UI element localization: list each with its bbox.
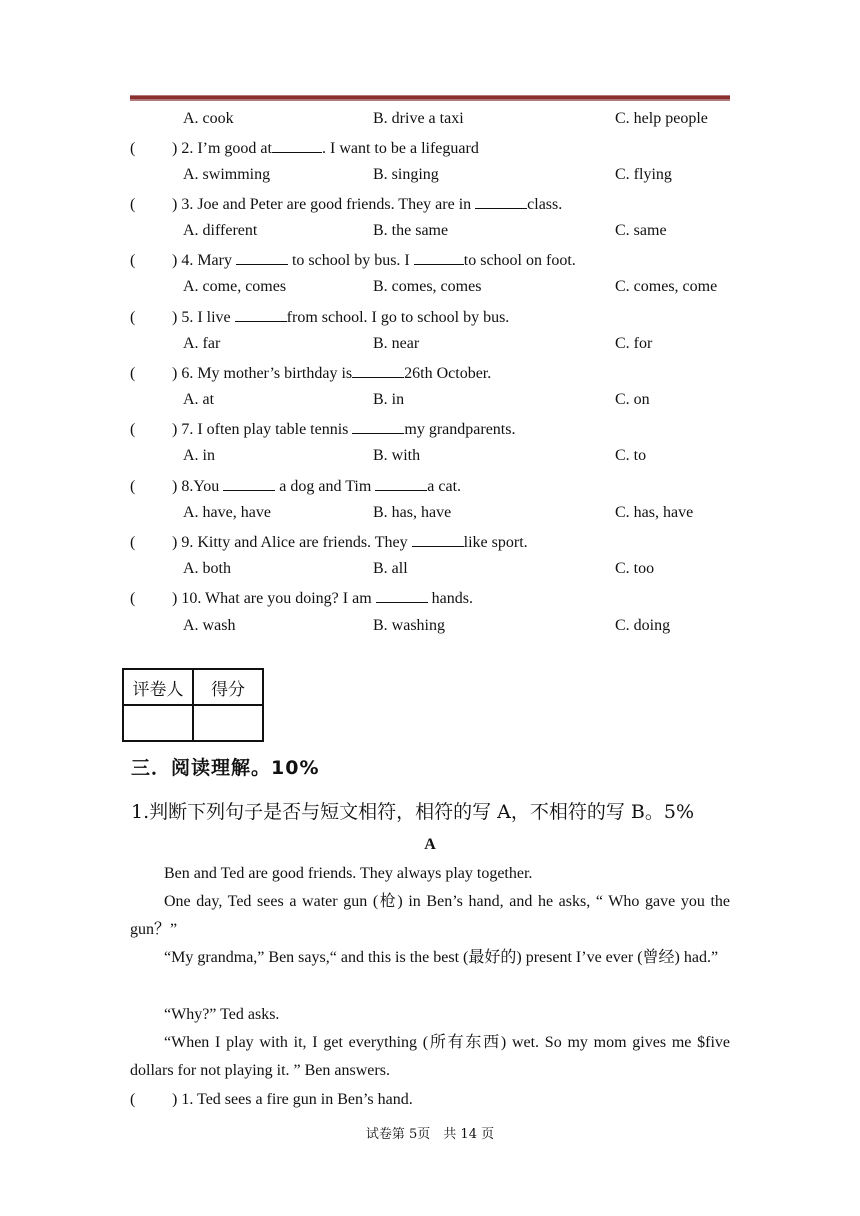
q6-option-a: A. at — [183, 391, 215, 408]
q5-option-c: C. for — [615, 335, 653, 352]
q7-option-c: C. to — [615, 447, 647, 464]
q2-option-c: C. flying — [615, 166, 672, 183]
answer-paren: ( — [130, 309, 136, 326]
section-title: 三．阅读理解。10% — [131, 757, 320, 779]
blank — [235, 306, 287, 322]
q6-option-b: B. in — [373, 391, 405, 408]
page-footer: 试卷第 5页 共 14 页 — [365, 1127, 495, 1142]
q9-option-a: A. both — [183, 560, 231, 577]
passage-paragraph: “When I play with it, I get everything (所有东西) wet. So my mom gives me $five dollars for not playing it. ” Ben answers. — [130, 1034, 730, 1079]
question-5: ( ) 5. I live from school. I go to school by bus. — [130, 306, 509, 328]
answer-paren: ( — [130, 478, 136, 495]
reviewer-header: 评卷人 — [123, 669, 193, 705]
question-6: ( ) 6. My mother’s birthday is 26th October. — [130, 362, 491, 384]
header-rule — [130, 95, 730, 101]
reviewer-cell — [123, 705, 193, 741]
q10-option-c: C. doing — [615, 617, 671, 634]
passage-heading: A — [424, 836, 436, 853]
answer-paren: ( — [130, 365, 136, 382]
q3-option-b: B. the same — [373, 222, 449, 239]
blank — [272, 137, 322, 153]
blank — [352, 418, 404, 434]
q8-option-a: A. have, have — [183, 504, 271, 521]
q8-option-b: B. has, have — [373, 504, 452, 521]
blank — [414, 249, 464, 265]
q3-option-a: A. different — [183, 222, 258, 239]
grader-table — [122, 668, 264, 742]
q1-option-b: B. drive a taxi — [373, 110, 464, 127]
q5-option-b: B. near — [373, 335, 420, 352]
passage-paragraph: Ben and Ted are good friends. They always play together. — [164, 865, 533, 882]
q10-option-b: B. washing — [373, 617, 445, 634]
question-10: ( ) 10. What are you doing? I am hands. — [130, 587, 473, 609]
score-cell — [193, 705, 263, 741]
passage-paragraph: “My grandma,” Ben says,“ and this is the best (最好的) present I’ve ever (曾经) had.” — [164, 949, 719, 966]
blank — [352, 362, 404, 378]
score-header: 得分 — [193, 669, 263, 705]
q6-option-c: C. on — [615, 391, 650, 408]
blank — [376, 587, 428, 603]
instruction-title: 1.判断下列句子是否与短文相符，相符的写 A，不相符的写 B。5% — [131, 801, 695, 823]
q4-option-b: B. comes, comes — [373, 278, 482, 295]
answer-paren: ( — [130, 421, 136, 438]
q7-option-b: B. with — [373, 447, 421, 464]
q8-option-c: C. has, have — [615, 504, 694, 521]
blank — [236, 249, 288, 265]
q5-option-a: A. far — [183, 335, 221, 352]
answer-paren: ( — [130, 534, 136, 551]
q1-option-c: C. help people — [615, 110, 708, 127]
passage-paragraph: One day, Ted sees a water gun (枪) in Ben’s hand, and he asks, “ Who gave you the gun？” — [130, 893, 730, 938]
passage-paragraph: “Why?” Ted asks. — [164, 1006, 280, 1023]
question-4: ( ) 4. Mary to school by bus. I to school on foot. — [130, 249, 576, 271]
question-8: ( ) 8.You a dog and Tim a cat. — [130, 475, 461, 497]
q3-option-c: C. same — [615, 222, 667, 239]
answer-paren: ( — [130, 590, 136, 607]
judge-question-1: ( ) 1. Ted sees a fire gun in Ben’s hand. — [130, 1091, 413, 1108]
blank — [223, 475, 275, 491]
answer-paren: ( — [130, 140, 136, 157]
blank — [412, 531, 464, 547]
q9-option-c: C. too — [615, 560, 655, 577]
q10-option-a: A. wash — [183, 617, 236, 634]
answer-paren: ( — [130, 252, 136, 269]
question-2: ( ) 2. I’m good at . I want to be a lifeguard — [130, 137, 479, 159]
question-7: ( ) 7. I often play table tennis my grandparents. — [130, 418, 515, 440]
q4-option-c: C. comes, come — [615, 278, 718, 295]
answer-paren: ( — [130, 1091, 136, 1108]
answer-paren: ( — [130, 196, 136, 213]
question-3: ( ) 3. Joe and Peter are good friends. They are in class. — [130, 193, 562, 215]
question-9: ( ) 9. Kitty and Alice are friends. They like sport. — [130, 531, 528, 553]
q4-option-a: A. come, comes — [183, 278, 287, 295]
blank — [475, 193, 527, 209]
q2-option-b: B. singing — [373, 166, 439, 183]
q9-option-b: B. all — [373, 560, 408, 577]
q7-option-a: A. in — [183, 447, 215, 464]
q2-option-a: A. swimming — [183, 166, 271, 183]
q1-option-a: A. cook — [183, 110, 234, 127]
blank — [375, 475, 427, 491]
